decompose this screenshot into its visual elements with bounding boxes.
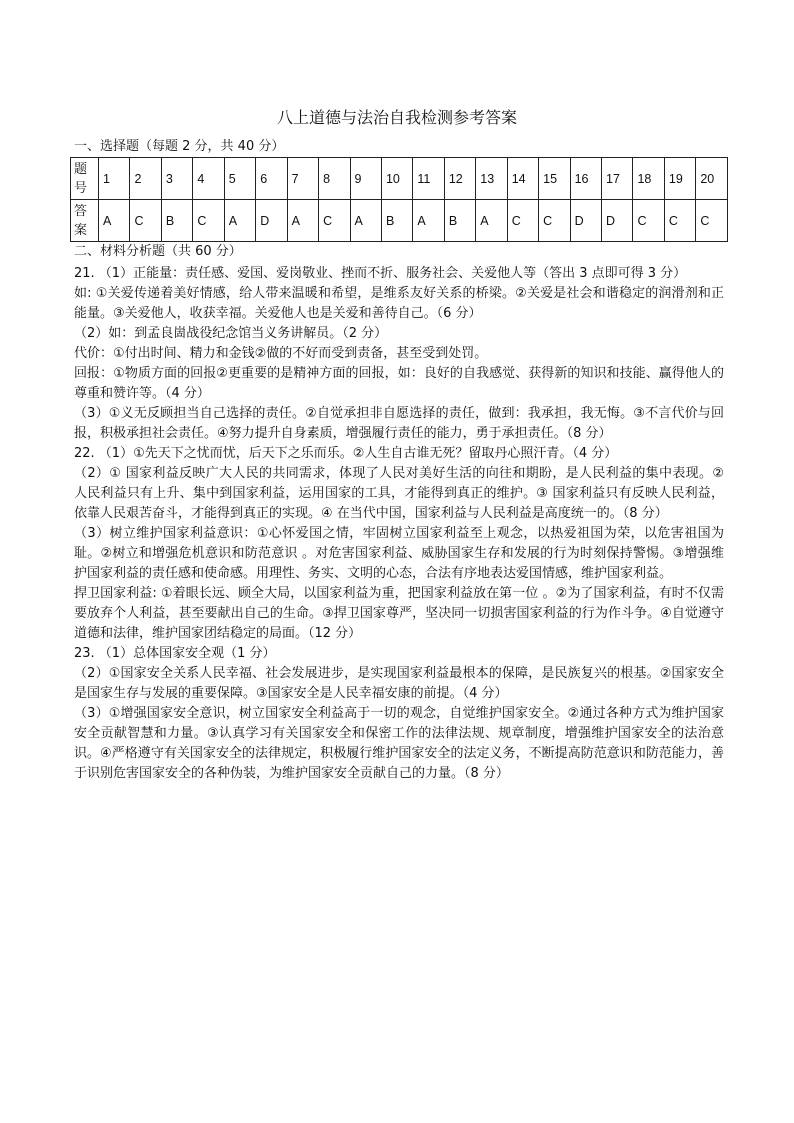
answer-cell: C [507, 200, 538, 242]
answer-cell: B [381, 200, 412, 242]
row-header-text: 号 [74, 180, 88, 196]
question-number-cell: 9 [350, 158, 381, 200]
answer-paragraph: 回报：①物质方面的回报②更重要的是精神方面的回报，如：良好的自我感觉、获得新的知识和技能、赢得他人的尊重和赞许等。（4 分） [74, 366, 724, 401]
row-header-answer [71, 200, 99, 242]
question-number-cell: 17 [602, 158, 633, 200]
question-number-cell: 12 [444, 158, 475, 200]
answer-cell: A [476, 200, 507, 242]
answer-cell: C [696, 200, 728, 242]
answer-cell: D [570, 200, 601, 242]
question-number-cell: 4 [193, 158, 224, 200]
answer-cell: C [193, 200, 224, 242]
section-heading-choice: 一、选择题（每题 2 分，共 40 分） [74, 139, 285, 154]
answer-table [70, 157, 728, 242]
document-title: 八上道德与法治自我检测参考答案 [276, 108, 517, 127]
answer-paragraph: （3）树立维护国家利益意识：①心怀爱国之情，牢固树立国家利益至上观念，以热爱祖国为荣，以危害祖国为耻。②树立和增强危机意识和防范意识 。对危害国家利益、威胁国家生存和发展的行为时刻保持警惕。③增强维护国家利益的责任感和使命感。用理性、务实、文明的心态，合法有序地表达爱国情感，维护国家利益。 [74, 526, 724, 581]
answer-cell: C [539, 200, 570, 242]
question-number-cell: 8 [319, 158, 350, 200]
question-number-cell: 2 [130, 158, 161, 200]
answer-paragraph: （2）① 国家利益反映广大人民的共同需求，体现了人民对美好生活的向往和期盼，是人民利益的集中表现。② 人民利益只有上升、集中到国家利益，运用国家的工具，才能得到真正的维护。③ 国家利益只有反映人民利益，依靠人民艰苦奋斗，才能得到真正的实现。④ 在当代中国，国家利益与人民利益是高度统一的。（8 分） [74, 466, 724, 521]
answer-paragraph: （2）①国家安全关系人民幸福、社会发展进步，是实现国家利益最根本的保障，是民族复兴的根基。②国家安全是国家生存与发展的重要保障。③国家安全是人民幸福安康的前提。（4 分） [74, 666, 724, 701]
answer-cell: D [256, 200, 287, 242]
answer-paragraph: 23. （1）总体国家安全观（1 分） [74, 646, 276, 661]
question-number-cell: 20 [696, 158, 728, 200]
question-number-cell: 18 [633, 158, 664, 200]
answer-cell: B [444, 200, 475, 242]
answer-cell: A [224, 200, 255, 242]
answer-paragraph: （3）①增强国家安全意识，树立国家安全利益高于一切的观念，自觉维护国家安全。②通过各种方式为维护国家安全贡献智慧和力量。③认真学习有关国家安全和保密工作的法律法规、规章制度，增强维护国家安全的法治意识。④严格遵守有关国家安全的法律规定，积极履行维护国家安全的法定义务，不断提高防范意识和防范能力，善于识别危害国家安全的各种伪装，为维护国家安全贡献自己的力量。（8 分） [74, 706, 724, 781]
question-number-cell: 3 [161, 158, 192, 200]
answer-cell: D [602, 200, 633, 242]
section-heading-analysis: 二、材料分析题（共 60 分） [74, 244, 242, 259]
answer-paragraph: 捍卫国家利益: ①着眼长远、顾全大局，以国家利益为重，把国家利益放在第一位 。②为了国家利益，有时不仅需要放弃个人利益，甚至要献出自己的生命。③捍卫国家尊严，坚决同一切损害国家利益的行为作斗争。④自觉遵守道德和法律，维护国家团结稳定的局面。（12 分） [74, 586, 724, 641]
answer-cell: A [413, 200, 444, 242]
answer-cell: A [99, 200, 130, 242]
question-number-cell: 14 [507, 158, 538, 200]
answer-cell: A [350, 200, 381, 242]
answer-cell: A [287, 200, 318, 242]
answer-body [74, 264, 724, 784]
answer-paragraph: 21. （1）正能量：责任感、爱国、爱岗敬业、挫而不折、服务社会、关爱他人等（答出 3 点即可得 3 分） [74, 266, 687, 281]
question-number-row [71, 158, 728, 200]
question-number-cell: 6 [256, 158, 287, 200]
question-number-cell: 19 [664, 158, 695, 200]
answer-cell: C [664, 200, 695, 242]
question-number-cell: 16 [570, 158, 601, 200]
answer-cell: C [130, 200, 161, 242]
question-number-cell: 7 [287, 158, 318, 200]
answer-cell: B [161, 200, 192, 242]
row-header-text: 答 [74, 203, 88, 219]
row-header-text: 题 [74, 161, 88, 177]
answer-cell: C [319, 200, 350, 242]
row-header-text: 案 [74, 222, 88, 238]
row-header-question-number [71, 158, 99, 200]
answer-paragraph: 如: ①关爱传递着美好情感，给人带来温暖和希望，是维系友好关系的桥梁。②关爱是社会和谐稳定的润滑剂和正能量。③关爱他人，收获幸福。关爱他人也是关爱和善待自己。（6 分） [74, 286, 724, 321]
question-number-cell: 5 [224, 158, 255, 200]
answer-paragraph: （3）①义无反顾担当自己选择的责任。②自觉承担非自愿选择的责任，做到：我承担，我无悔。③不言代价与回报，积极承担社会责任。④努力提升自身素质，增强履行责任的能力，勇于承担责任。（8 分） [74, 406, 724, 441]
answer-cell: C [633, 200, 664, 242]
answer-row [71, 200, 728, 242]
answer-paragraph: 22. （1）①先天下之忧而忧，后天下之乐而乐。②人生自古谁无死？留取丹心照汗青。（4 分） [74, 446, 618, 461]
question-number-cell: 15 [539, 158, 570, 200]
question-number-cell: 13 [476, 158, 507, 200]
question-number-cell: 10 [381, 158, 412, 200]
answer-paragraph: 代价：①付出时间、精力和金钱②做的不好而受到责备，甚至受到处罚。 [74, 346, 488, 361]
question-number-cell: 1 [99, 158, 130, 200]
answer-paragraph: （2）如：到孟良崮战役纪念馆当义务讲解员。（2 分） [74, 326, 388, 341]
question-number-cell: 11 [413, 158, 444, 200]
